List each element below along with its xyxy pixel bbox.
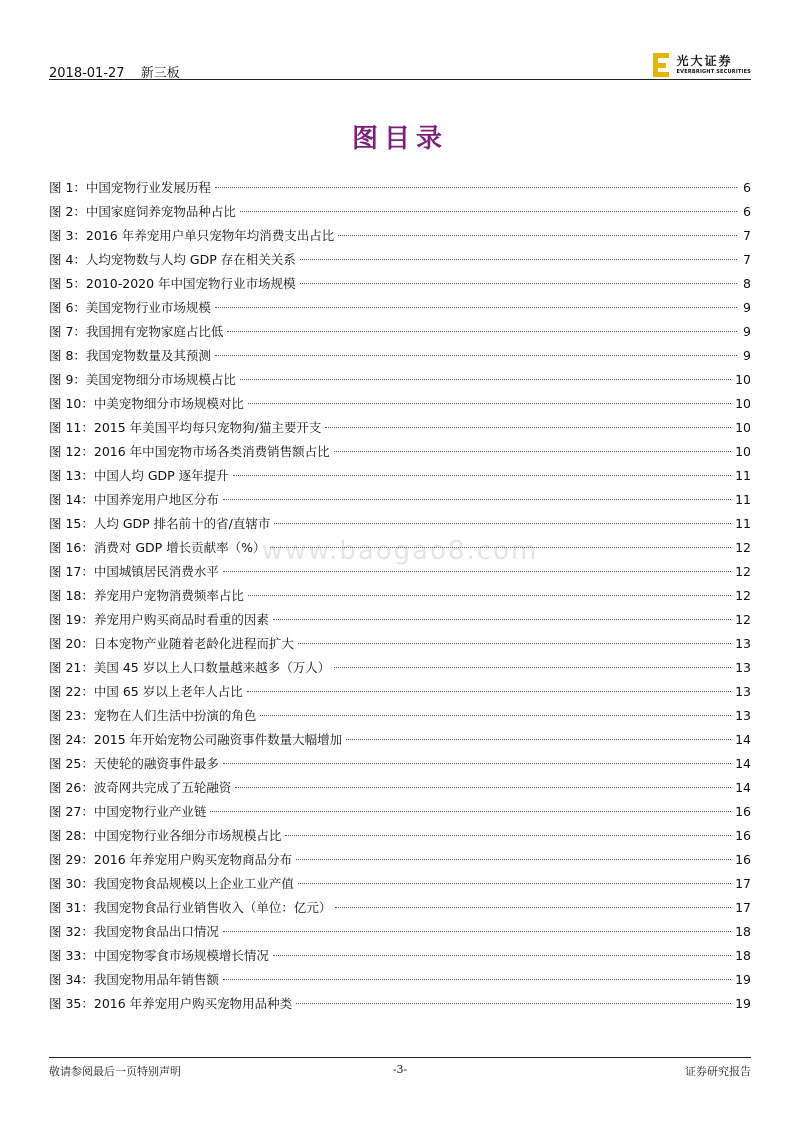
toc-leader-dots [274, 523, 731, 524]
toc-entry-page[interactable]: 10 [735, 444, 751, 459]
toc-entry[interactable] [49, 464, 751, 488]
toc-entry-page[interactable]: 13 [735, 660, 751, 675]
toc-leader-dots [325, 427, 731, 428]
toc-leader-dots [338, 235, 737, 236]
toc-entry-label[interactable]: 图 18：养宠用户宠物消费频率占比 [49, 588, 244, 603]
toc-entry[interactable] [49, 656, 751, 680]
toc-entry-label[interactable]: 图 16：消费对 GDP 增长贡献率（%） [49, 540, 266, 555]
toc-entry-label[interactable]: 图 32：我国宠物食品出口情况 [49, 924, 219, 939]
toc-entry[interactable] [49, 440, 751, 464]
toc-entry-page[interactable]: 6 [743, 180, 751, 195]
toc-entry-label[interactable]: 图 34：我国宠物用品年销售额 [49, 972, 219, 987]
toc-entry-page[interactable]: 11 [735, 468, 751, 483]
report-date: 2018-01-27 [49, 66, 125, 81]
toc-entry-label[interactable]: 图 4：人均宠物数与人均 GDP 存在相关关系 [49, 252, 296, 267]
toc-entry-label[interactable]: 图 31：我国宠物食品行业销售收入（单位：亿元） [49, 900, 332, 915]
toc-entry[interactable] [49, 680, 751, 704]
toc-leader-dots [233, 475, 731, 476]
toc-entry[interactable] [49, 728, 751, 752]
page-footer [49, 1063, 751, 1079]
toc-entry-label[interactable]: 图 29：2016 年养宠用户购买宠物商品分布 [49, 852, 293, 867]
toc-leader-dots [335, 907, 731, 908]
toc-leader-dots [298, 883, 731, 884]
page-number: -3- [392, 1063, 408, 1076]
toc-leader-dots [285, 835, 731, 836]
toc-leader-dots [235, 787, 731, 788]
toc-entry-page[interactable]: 14 [735, 732, 751, 747]
toc-leader-dots [248, 403, 731, 404]
toc-entry-label[interactable]: 图 27：中国宠物行业产业链 [49, 804, 207, 819]
toc-entry[interactable] [49, 896, 751, 920]
toc-entry-page[interactable]: 13 [735, 708, 751, 723]
toc-entry-label[interactable]: 图 30：我国宠物食品规模以上企业工业产值 [49, 876, 294, 891]
toc-entry-page[interactable]: 12 [735, 564, 751, 579]
toc-entry[interactable] [49, 584, 751, 608]
toc-entry[interactable] [49, 200, 751, 224]
footer-disclaimer: 敬请参阅最后一页特别声明 [49, 1065, 181, 1078]
toc-leader-dots [296, 1003, 731, 1004]
toc-entry[interactable] [49, 512, 751, 536]
toc-entry-label[interactable]: 图 9：美国宠物细分市场规模占比 [49, 372, 236, 387]
toc-entry[interactable] [49, 536, 751, 560]
toc-entry-page[interactable]: 11 [735, 516, 751, 531]
toc-entry[interactable] [49, 872, 751, 896]
toc-entry-label[interactable]: 图 2：中国家庭饲养宠物品种占比 [49, 204, 236, 219]
toc-entry[interactable] [49, 944, 751, 968]
toc-entry[interactable] [49, 176, 751, 200]
toc-leader-dots [223, 571, 731, 572]
footer-divider [49, 1057, 751, 1058]
toc-entry-page[interactable]: 9 [743, 300, 751, 315]
toc-entry-page[interactable]: 16 [735, 804, 751, 819]
toc-entry[interactable] [49, 848, 751, 872]
toc-entry[interactable] [49, 392, 751, 416]
toc-entry-page[interactable]: 16 [735, 828, 751, 843]
toc-entry-label[interactable]: 图 15：人均 GDP 排名前十的省/直辖市 [49, 516, 271, 531]
toc-entry-page[interactable]: 13 [735, 636, 751, 651]
toc-entry-page[interactable]: 19 [735, 996, 751, 1011]
report-category: 新三板 [140, 66, 180, 81]
toc-entry-label[interactable]: 图 1：中国宠物行业发展历程 [49, 180, 211, 195]
toc-entry-page[interactable]: 10 [735, 396, 751, 411]
toc-entry-page[interactable]: 18 [735, 924, 751, 939]
toc-entry-page[interactable]: 10 [735, 420, 751, 435]
toc-entry-page[interactable]: 12 [735, 540, 751, 555]
toc-entry[interactable] [49, 248, 751, 272]
toc-entry[interactable] [49, 344, 751, 368]
toc-entry[interactable] [49, 320, 751, 344]
toc-entry-label[interactable]: 图 26：波奇网共完成了五轮融资 [49, 780, 232, 795]
toc-entry-page[interactable]: 14 [735, 780, 751, 795]
toc-entry-label[interactable]: 图 3：2016 年养宠用户单只宠物年均消费支出占比 [49, 228, 335, 243]
toc-entry-page[interactable]: 7 [743, 252, 751, 267]
toc-leader-dots [346, 739, 731, 740]
toc-leader-dots [273, 955, 731, 956]
toc-entry-label[interactable]: 图 7：我国拥有宠物家庭占比低 [49, 324, 224, 339]
toc-entry[interactable] [49, 488, 751, 512]
toc-leader-dots [248, 595, 731, 596]
toc-leader-dots [223, 763, 731, 764]
toc-entry[interactable] [49, 752, 751, 776]
page-title: 图目录 [351, 124, 448, 154]
toc-entry-label[interactable]: 图 10：中美宠物细分市场规模对比 [49, 396, 244, 411]
toc-entry-page[interactable]: 18 [735, 948, 751, 963]
figure-list [49, 176, 751, 1016]
toc-leader-dots [223, 979, 731, 980]
header-divider [49, 79, 751, 80]
toc-entry-page[interactable]: 12 [735, 612, 751, 627]
toc-entry-label[interactable]: 图 17：中国城镇居民消费水平 [49, 564, 219, 579]
toc-entry-label[interactable]: 图 6：美国宠物行业市场规模 [49, 300, 211, 315]
toc-leader-dots [300, 259, 737, 260]
toc-entry-page[interactable]: 13 [735, 684, 751, 699]
toc-entry[interactable] [49, 632, 751, 656]
toc-entry-label[interactable]: 图 23：宠物在人们生活中扮演的角色 [49, 708, 257, 723]
toc-leader-dots [223, 499, 731, 500]
toc-entry-page[interactable]: 16 [735, 852, 751, 867]
toc-leader-dots [210, 811, 731, 812]
toc-entry-label[interactable]: 图 28：中国宠物行业各细分市场规模占比 [49, 828, 282, 843]
page-header [49, 50, 751, 80]
toc-entry-label[interactable]: 图 14：中国养宠用户地区分布 [49, 492, 219, 507]
toc-leader-dots [260, 715, 731, 716]
toc-leader-dots [215, 307, 737, 308]
toc-entry[interactable] [49, 776, 751, 800]
toc-entry-label[interactable]: 图 20：日本宠物产业随着老龄化进程而扩大 [49, 636, 294, 651]
logo-name-cn: 光大证券 [676, 54, 733, 68]
toc-leader-dots [296, 859, 731, 860]
toc-entry-label[interactable]: 图 24：2015 年开始宠物公司融资事件数量大幅增加 [49, 732, 343, 747]
toc-entry-label[interactable]: 图 11：2015 年美国平均每只宠物狗/猫主要开支 [49, 420, 322, 435]
toc-entry-label[interactable]: 图 33：中国宠物零食市场规模增长情况 [49, 948, 269, 963]
logo-name-en: EVERBRIGHT SECURITIES [676, 69, 751, 75]
toc-leader-dots [270, 547, 732, 548]
toc-entry-page[interactable]: 11 [735, 492, 751, 507]
toc-entry-page[interactable]: 17 [735, 876, 751, 891]
toc-entry-page[interactable]: 6 [743, 204, 751, 219]
toc-entry[interactable] [49, 824, 751, 848]
toc-leader-dots [215, 355, 737, 356]
toc-leader-dots [273, 619, 731, 620]
toc-entry-page[interactable]: 10 [735, 372, 751, 387]
toc-entry[interactable] [49, 224, 751, 248]
toc-entry-label[interactable]: 图 25：天使轮的融资事件最多 [49, 756, 219, 771]
toc-entry-label[interactable]: 图 5：2010-2020 年中国宠物行业市场规模 [49, 276, 296, 291]
toc-leader-dots [298, 643, 731, 644]
toc-entry[interactable] [49, 368, 751, 392]
toc-entry[interactable] [49, 272, 751, 296]
footer-report-type: 证券研究报告 [685, 1065, 751, 1078]
toc-entry[interactable] [49, 560, 751, 584]
toc-entry[interactable] [49, 416, 751, 440]
toc-leader-dots [223, 931, 731, 932]
toc-leader-dots [334, 667, 731, 668]
toc-entry[interactable] [49, 296, 751, 320]
toc-entry-label[interactable]: 图 12：2016 年中国宠物市场各类消费销售额占比 [49, 444, 330, 459]
company-logo [653, 52, 751, 78]
toc-entry-label[interactable]: 图 8：我国宠物数量及其预测 [49, 348, 211, 363]
toc-entry-label[interactable]: 图 21：美国 45 岁以上人口数量越来越多（万人） [49, 660, 331, 675]
toc-entry-label[interactable]: 图 35：2016 年养宠用户购买宠物用品种类 [49, 996, 293, 1011]
watermark: www.baogao8.com [261, 536, 539, 566]
toc-leader-dots [334, 451, 731, 452]
toc-entry-page[interactable]: 19 [735, 972, 751, 987]
toc-leader-dots [240, 211, 737, 212]
toc-entry-page[interactable]: 9 [743, 348, 751, 363]
toc-entry-page[interactable]: 17 [735, 900, 751, 915]
toc-entry-page[interactable]: 12 [735, 588, 751, 603]
toc-entry[interactable] [49, 704, 751, 728]
toc-entry[interactable] [49, 992, 751, 1016]
toc-leader-dots [300, 283, 737, 284]
toc-leader-dots [215, 187, 737, 188]
toc-entry-label[interactable]: 图 13：中国人均 GDP 逐年提升 [49, 468, 229, 483]
toc-leader-dots [240, 379, 731, 380]
toc-leader-dots [247, 691, 731, 692]
toc-entry-label[interactable]: 图 22：中国 65 岁以上老年人占比 [49, 684, 243, 699]
toc-entry-page[interactable]: 14 [735, 756, 751, 771]
everbright-logo-icon [653, 53, 671, 77]
toc-entry[interactable] [49, 968, 751, 992]
toc-leader-dots [227, 331, 737, 332]
toc-entry-page[interactable]: 9 [743, 324, 751, 339]
toc-entry[interactable] [49, 800, 751, 824]
toc-entry[interactable] [49, 920, 751, 944]
toc-entry[interactable] [49, 608, 751, 632]
toc-entry-page[interactable]: 7 [743, 228, 751, 243]
toc-entry-page[interactable]: 8 [743, 276, 751, 291]
toc-entry-label[interactable]: 图 19：养宠用户购买商品时看重的因素 [49, 612, 269, 627]
